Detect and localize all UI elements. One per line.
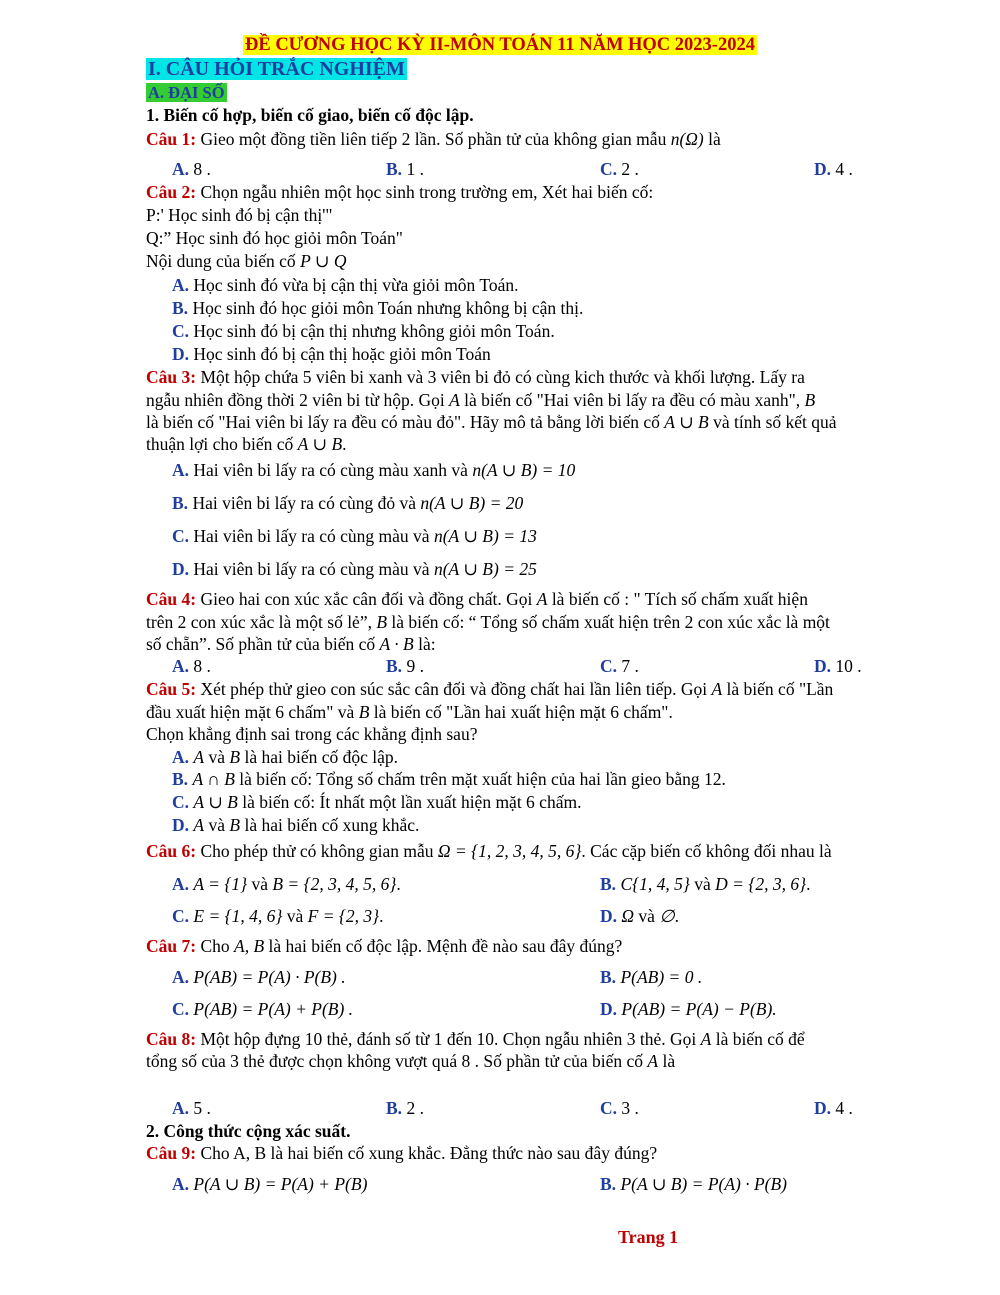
- q2-option-d: D. Học sinh đó bị cận thị hoặc giỏi môn Toán: [172, 344, 491, 364]
- q4-option-c: C. 7 .: [600, 656, 639, 676]
- q6-option-d: D. Ω và ∅.: [600, 906, 679, 926]
- question-3: Câu 3: Một hộp chứa 5 viên bi xanh và 3 viên bi đỏ có cùng kich thước và khối lượng. Lấy ra: [146, 367, 805, 387]
- question-4: Câu 4: Gieo hai con xúc xắc cân đối và đồng chất. Gọi A là biến cố : " Tích số chấm xuất hiện: [146, 589, 808, 609]
- q2-option-b: B. Học sinh đó học giỏi môn Toán nhưng không bị cận thị.: [172, 298, 584, 318]
- q4-option-b: B. 9 .: [386, 656, 424, 676]
- q5-option-a: A. A và B là hai biến cố độc lập.: [172, 747, 399, 767]
- question-1: Câu 1: Gieo một đồng tiền liên tiếp 2 lần. Số phần tử của không gian mẫu n(Ω) là: [146, 129, 721, 149]
- q6-option-b: B. C{1, 4, 5} và D = {2, 3, 6}.: [600, 874, 811, 894]
- q4-option-a: A. 8 .: [172, 656, 211, 676]
- q1-option-b: B. 1 .: [386, 159, 424, 179]
- q5-line-2: đầu xuất hiện mặt 6 chấm" và B là biến cố "Lần hai xuất hiện mặt 6 chấm".: [146, 702, 673, 722]
- question-9: Câu 9: Cho A, B là hai biến cố xung khắc. Đẳng thức nào sau đây đúng?: [146, 1143, 658, 1163]
- question-5: Câu 5: Xét phép thử gieo con súc sắc cân đối và đồng chất hai lần liên tiếp. Gọi A là biến cố "Lần: [146, 679, 834, 699]
- subsection-heading: A. ĐẠI SỐ: [148, 83, 225, 102]
- q5-option-c: C. A ∪ B là biến cố: Ít nhất một lần xuất hiện mặt 6 chấm.: [172, 792, 582, 812]
- section-heading: I. CÂU HỎI TRẮC NGHIỆM: [148, 58, 405, 80]
- q6-option-a: A. A = {1} và B = {2, 3, 4, 5, 6}.: [172, 874, 401, 894]
- q3-option-d: D. Hai viên bi lấy ra có cùng màu và n(A ∪ B) = 25: [172, 559, 537, 579]
- q2-event-q: Q:” Học sinh đó học giỏi môn Toán": [146, 228, 403, 248]
- q7-option-b: B. P(AB) = 0 .: [600, 967, 703, 987]
- q2-option-a: A. Học sinh đó vừa bị cận thị vừa giỏi môn Toán.: [172, 275, 519, 295]
- q3-line-4: thuận lợi cho biến cố A ∪ B.: [146, 434, 347, 454]
- q3-option-a: A. Hai viên bi lấy ra có cùng màu xanh và n(A ∪ B) = 10: [172, 460, 576, 480]
- question-8: Câu 8: Một hộp đựng 10 thẻ, đánh số từ 1 đến 10. Chọn ngẫu nhiên 3 thẻ. Gọi A là biến cố để: [146, 1029, 805, 1049]
- q5-option-d: D. A và B là hai biến cố xung khắc.: [172, 815, 420, 835]
- q8-option-b: B. 2 .: [386, 1098, 424, 1118]
- q9-option-a: A. P(A ∪ B) = P(A) + P(B): [172, 1174, 368, 1194]
- q7-option-c: C. P(AB) = P(A) + P(B) .: [172, 999, 354, 1019]
- q4-option-d: D. 10 .: [814, 656, 862, 676]
- q5-line-3: Chọn khẳng định sai trong các khẳng định sau?: [146, 724, 478, 744]
- q8-option-d: D. 4 .: [814, 1098, 853, 1118]
- topic-heading: 1. Biến cố hợp, biến cố giao, biến cố độc lập.: [146, 105, 474, 125]
- q1-option-d: D. 4 .: [814, 159, 853, 179]
- q3-line-2: ngẫu nhiên đồng thời 2 viên bi từ hộp. Gọi A là biến cố "Hai viên bi lấy ra đều có màu xanh", B: [146, 390, 816, 410]
- q1-option-a: A. 8 .: [172, 159, 211, 179]
- q8-option-c: C. 3 .: [600, 1098, 639, 1118]
- q2-option-c: C. Học sinh đó bị cận thị nhưng không giỏi môn Toán.: [172, 321, 555, 341]
- q3-option-c: C. Hai viên bi lấy ra có cùng màu và n(A ∪ B) = 13: [172, 526, 537, 546]
- q8-option-a: A. 5 .: [172, 1098, 211, 1118]
- q3-option-b: B. Hai viên bi lấy ra có cùng đỏ và n(A ∪ B) = 20: [172, 493, 524, 513]
- question-7: Câu 7: Cho A, B là hai biến cố độc lập. Mệnh đề nào sau đây đúng?: [146, 936, 623, 956]
- q8-line-2: tổng số của 3 thẻ được chọn không vượt quá 8 . Số phần tử của biến cố A là: [146, 1051, 676, 1071]
- q3-line-3: là biến cố "Hai viên bi lấy ra đều có màu đỏ". Hãy mô tả bằng lời biến cố A ∪ B và tính số kết quả: [146, 412, 837, 432]
- page-number: Trang 1: [618, 1227, 679, 1247]
- q2-event-p: P:' Học sinh đó bị cận thị'": [146, 205, 333, 225]
- topic-heading-2: 2. Công thức cộng xác suất.: [146, 1121, 351, 1141]
- document-title: ĐỀ CƯƠNG HỌC KỲ II-MÔN TOÁN 11 NĂM HỌC 2023-2024: [245, 35, 755, 55]
- q5-option-b: B. A ∩ B là biến cố: Tổng số chấm trên mặt xuất hiện của hai lần gieo bằng 12.: [172, 769, 726, 789]
- q7-option-a: A. P(AB) = P(A) · P(B) .: [172, 967, 346, 987]
- q4-line-2: trên 2 con xúc xắc là một số lẻ”, B là biến cố: “ Tổng số chấm xuất hiện trên 2 con xúc xắc là một: [146, 612, 830, 632]
- question-6: Câu 6: Cho phép thử có không gian mẫu Ω = {1, 2, 3, 4, 5, 6}. Các cặp biến cố không đối nhau là: [146, 841, 832, 861]
- q7-option-d: D. P(AB) = P(A) − P(B).: [600, 999, 777, 1019]
- q1-option-c: C. 2 .: [600, 159, 639, 179]
- q2-content: Nội dung của biến cố P ∪ Q: [146, 251, 347, 271]
- q4-line-3: số chẵn”. Số phần tử của biến cố A · B là:: [146, 634, 436, 654]
- question-2: Câu 2: Chọn ngẫu nhiên một học sinh trong trường em, Xét hai biến cố:: [146, 182, 654, 202]
- q9-option-b: B. P(A ∪ B) = P(A) · P(B): [600, 1174, 788, 1194]
- q6-option-c: C. E = {1, 4, 6} và F = {2, 3}.: [172, 906, 384, 926]
